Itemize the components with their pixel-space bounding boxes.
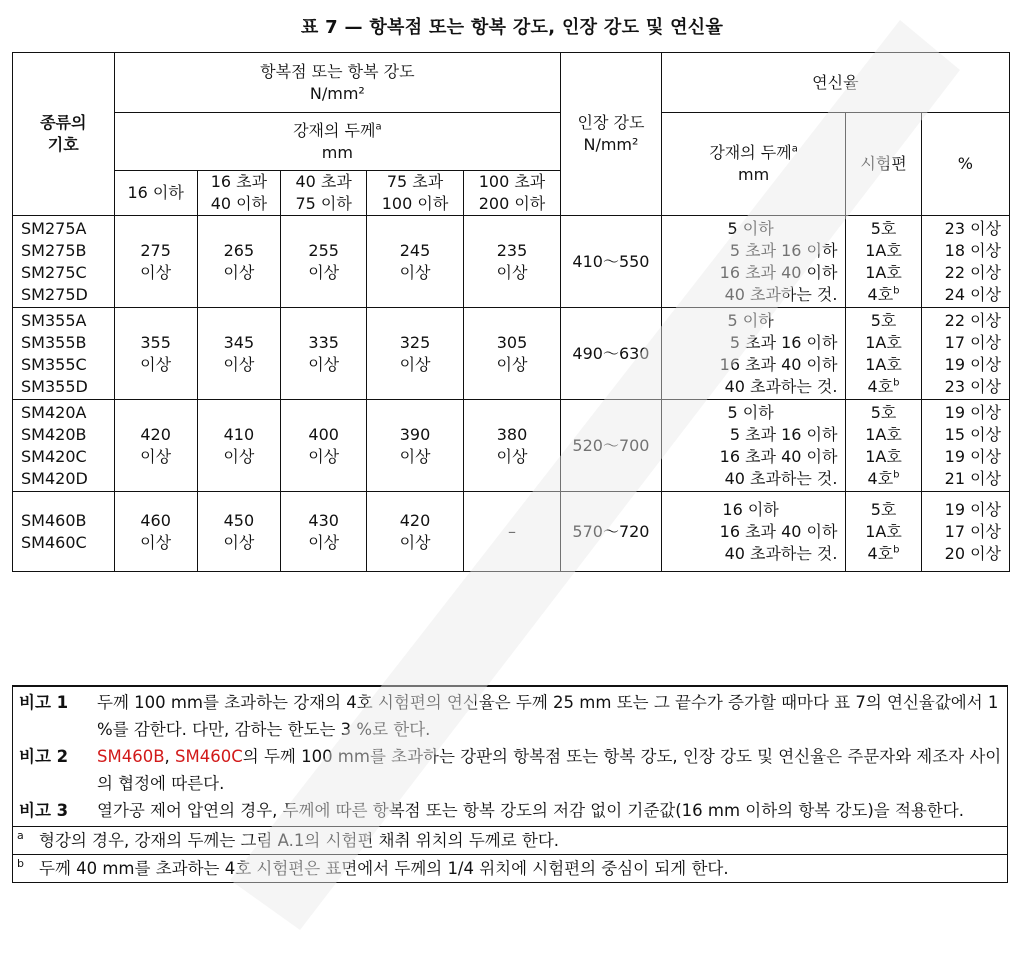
symbol-cell: SM460B SM460C [13, 492, 115, 572]
yield-cell: 305 이상 [463, 308, 560, 400]
header-elongation: 연신율 [661, 53, 1009, 113]
header-symbol: 종류의 기호 [13, 53, 115, 216]
yield-cell: 235 이상 [463, 216, 560, 308]
note-2: 비고 2 SM460B, SM460C의 두께 100 mm를 초과하는 강판의 항복점 또는 항복 강도, 인장 강도 및 연신율은 주문자와 제조자 사이의 협정에 따른다. [19, 747, 1002, 793]
yield-cell: 275 이상 [114, 216, 197, 308]
yield-cell: 400 이상 [281, 400, 367, 492]
header-t5: 100 초과 200 이하 [463, 171, 560, 216]
specimen-cell: 5호 1A호 1A호 4호$^b$ [846, 308, 921, 400]
header-t2: 16 초과 40 이하 [197, 171, 280, 216]
table-title: 표 7 — 항복점 또는 항복 강도, 인장 강도 및 연신율 [300, 17, 724, 38]
specimen-cell: 5호 1A호 4호$^b$ [846, 492, 921, 572]
percent-cell: 23 이상 18 이상 22 이상 24 이상 [921, 216, 1009, 308]
table-row [13, 492, 1010, 572]
tensile-cell: 520～700 [561, 400, 662, 492]
yield-cell: 265 이상 [197, 216, 280, 308]
header-elong-thickness: 강재의 두께$^a$ mm [661, 113, 846, 216]
elong-thickness-cell: 16 이하 16 초과 40 이하 40 초과하는 것. [661, 492, 846, 572]
yield-cell: 345 이상 [197, 308, 280, 400]
symbol-cell: SM420A SM420B SM420C SM420D [13, 400, 115, 492]
header-t4: 75 초과 100 이하 [367, 171, 463, 216]
table-row [13, 216, 1010, 308]
footnote-b: b 두께 40 mm를 초과하는 4호 시험편은 표면에서 두께의 1/4 위치에 시험편의 중심이 되게 한다. [13, 854, 1007, 882]
symbol-cell: SM275A SM275B SM275C SM275D [13, 216, 115, 308]
yield-cell: 255 이상 [281, 216, 367, 308]
symbol-cell: SM355A SM355B SM355C SM355D [13, 308, 115, 400]
percent-cell: 19 이상 15 이상 19 이상 21 이상 [921, 400, 1009, 492]
yield-cell: 420 이상 [367, 492, 463, 572]
yield-cell: 335 이상 [281, 308, 367, 400]
yield-cell: 390 이상 [367, 400, 463, 492]
header-tensile: 인장 강도 N/mm² [561, 53, 662, 216]
table-row [13, 308, 1010, 400]
header-yield: 항복점 또는 항복 강도 N/mm² [114, 53, 561, 113]
yield-cell: 355 이상 [114, 308, 197, 400]
table-row [13, 400, 1010, 492]
header-t1: 16 이하 [114, 171, 197, 216]
yield-cell: 410 이상 [197, 400, 280, 492]
header-percent: % [921, 113, 1009, 216]
specimen-cell: 5호 1A호 1A호 4호$^b$ [846, 400, 921, 492]
yield-cell: 430 이상 [281, 492, 367, 572]
yield-cell: 380 이상 [463, 400, 560, 492]
header-thickness: 강재의 두께$^a$ mm [114, 113, 561, 171]
header-specimen: 시험편 [846, 113, 921, 216]
elong-thickness-cell: 5 이하 5 초과 16 이하 16 초과 40 이하 40 초과하는 것. [661, 216, 846, 308]
yield-cell: 325 이상 [367, 308, 463, 400]
specimen-cell: 5호 1A호 1A호 4호$^b$ [846, 216, 921, 308]
tensile-cell: 570～720 [561, 492, 662, 572]
yield-cell: 420 이상 [114, 400, 197, 492]
notes-section [12, 685, 1008, 883]
tensile-cell: 410～550 [561, 216, 662, 308]
properties-table [12, 52, 1010, 572]
yield-cell: 245 이상 [367, 216, 463, 308]
percent-cell: 22 이상 17 이상 19 이상 23 이상 [921, 308, 1009, 400]
yield-cell: 460 이상 [114, 492, 197, 572]
percent-cell: 19 이상 17 이상 20 이상 [921, 492, 1009, 572]
yield-cell: – [463, 492, 560, 572]
note-1: 비고 1 두께 100 mm를 초과하는 강재의 4호 시험편의 연신율은 두께 25 mm 또는 그 끝수가 증가할 때마다 표 7의 연신율값에서 1 %를 감한다. 다만, 감하는 한도는 3 %로 한다. [19, 693, 999, 739]
elong-thickness-cell: 5 이하 5 초과 16 이하 16 초과 40 이하 40 초과하는 것. [661, 308, 846, 400]
yield-cell: 450 이상 [197, 492, 280, 572]
elong-thickness-cell: 5 이하 5 초과 16 이하 16 초과 40 이하 40 초과하는 것. [661, 400, 846, 492]
note-3: 비고 3 열가공 제어 압연의 경우, 두께에 따른 항복점 또는 항복 강도의 저감 없이 기준값(16 mm 이하의 항복 강도)을 적용한다. [19, 801, 964, 820]
footnote-a: a 형강의 경우, 강재의 두께는 그림 A.1의 시험편 채취 위치의 두께로 한다. [13, 826, 1007, 854]
tensile-cell: 490～630 [561, 308, 662, 400]
header-t3: 40 초과 75 이하 [281, 171, 367, 216]
